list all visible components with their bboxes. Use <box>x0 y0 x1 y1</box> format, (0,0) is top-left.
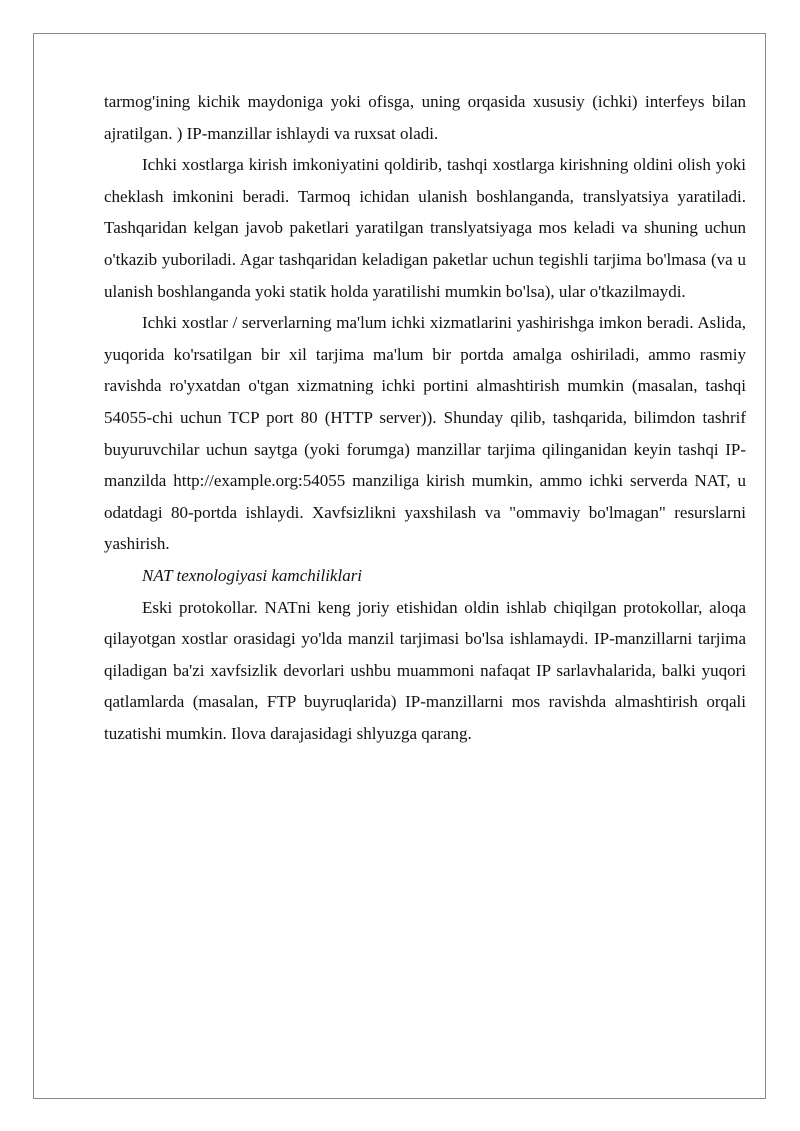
document-body <box>104 86 746 749</box>
paragraph-legacy-protocols: Eski protokollar. NATni keng joriy etishidan oldin ishlab chiqilgan protokollar, aloqa qilayotgan xostlar orasidagi yo'lda manzil tarjimasi bo'lsa ishlamaydi. IP-manzillarni tarjima qiladigan ba'zi xavfsizlik devorlari ushbu muammoni nafaqat IP sarlavhalarida, balki yuqori qatlamlarda (masalan, FTP buyruqlarida) IP-manzillarni mos ravishda almashtirish orqali tuzatishi mumkin. Ilova darajasidagi shlyuzga qarang. <box>104 597 746 743</box>
paragraph-outbound-restriction: Ichki xostlarga kirish imkoniyatini qoldirib, tashqi xostlarga kirishning oldini olish yoki cheklash imkonini beradi. Tarmoq ichidan ulanish boshlanganda, translyatsiya yaratiladi. Tashqaridan kelgan javob paketlari yaratilgan translyatsiyaga mos keladi va shuning uchun o'tkazib yuboriladi. Agar tashqaridan keladigan paketlar uchun tegishli tarjima bo'lmasa (va u ulanish boshlanganda yoki statik holda yaratilishi mumkin bo'lsa), ular o'tkazilmaydi. <box>104 155 746 301</box>
section-heading-nat-drawbacks: NAT texnologiyasi kamchiliklari <box>142 565 363 585</box>
paragraph-hide-services: Ichki xostlar / serverlarning ma'lum ichki xizmatlarini yashirishga imkon beradi. Aslida, yuqorida ko'rsatilgan bir xil tarjima ma'lum bir portda amalga oshiriladi, ammo rasmiy ravishda ro'yxatdan o'tgan xizmatning ichki portini almashtirish mumkin (masalan, tashqi 54055-chi uchun TCP port 80 (HTTP server)). Shunday qilib, tashqarida, bilimdon tashrif buyuruvchilar uchun saytga (yoki forumga) manzillar tarjima qilinganidan keyin tashqi IP-manzilda http://example.org:54055 manziliga kirish mumkin, ammo ichki serverda NAT, u odatdagi 80-portda ishlaydi. Xavfsizlikni yaxshilash va "ommaviy bo'lmagan" resurslarni yashirish. <box>104 313 746 554</box>
paragraph-continuation: tarmog'ining kichik maydoniga yoki ofisga, uning orqasida xususiy (ichki) interfeys bilan ajratilgan. ) IP-manzillar ishlaydi va ruxsat oladi. <box>104 92 746 143</box>
